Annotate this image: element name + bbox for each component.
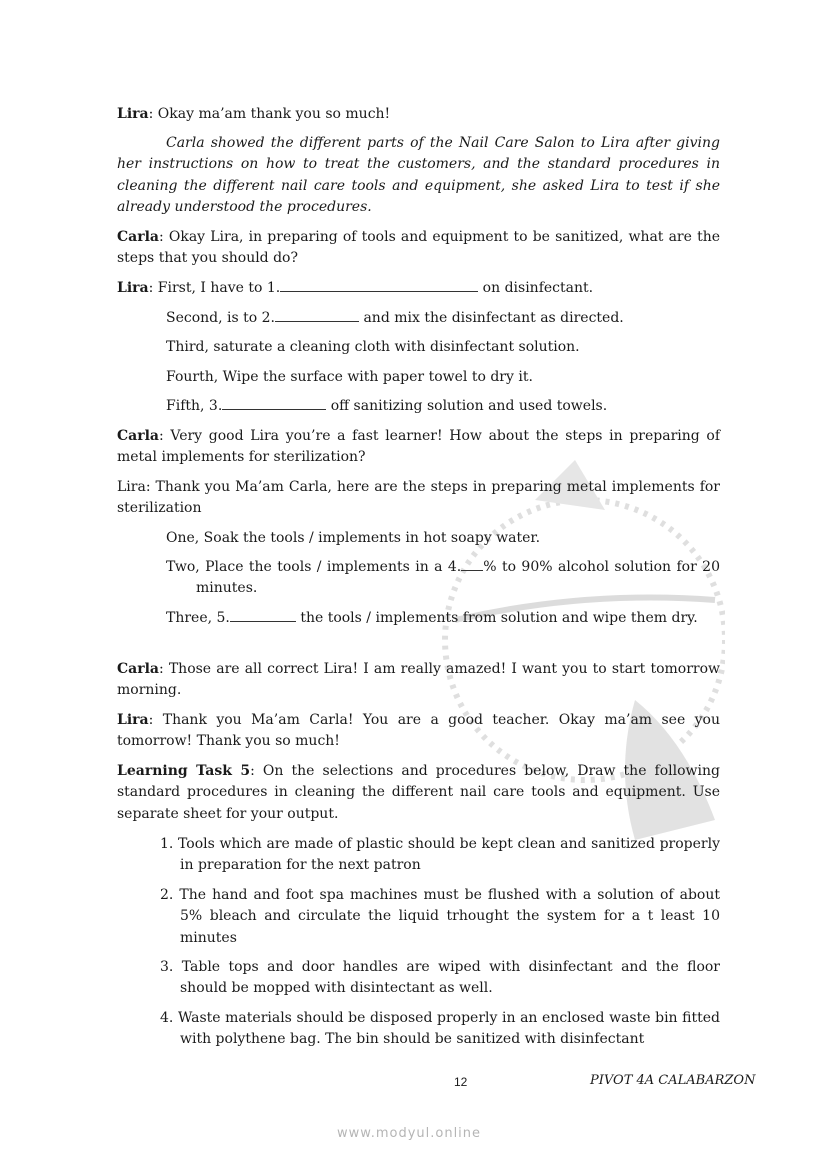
speaker: Lira bbox=[117, 106, 149, 122]
line-text: : Okay ma’am thank you so much! bbox=[148, 106, 391, 122]
blank-5[interactable] bbox=[230, 609, 296, 622]
line-text: : Very good Lira you’re a fast learner! How about the steps in preparing of metal implements for sterilization? bbox=[117, 428, 720, 466]
dialogue-line: Lira: Thank you Ma’am Carla, here are the steps in preparing metal implements for sterilization bbox=[117, 479, 720, 517]
dialogue-line bbox=[117, 227, 720, 270]
line-text: Two, Place the tools / implements in a 4. bbox=[166, 559, 462, 575]
step-three bbox=[166, 608, 720, 629]
line-text: : Those are all correct Lira! I am really amazed! I want you to start tomorrow morning. bbox=[117, 661, 720, 699]
list-item bbox=[160, 885, 720, 949]
item-number: 4. bbox=[160, 1010, 174, 1026]
footer-region: PIVOT 4A CALABARZON bbox=[590, 1073, 756, 1088]
step-one: One, Soak the tools / implements in hot soapy water. bbox=[166, 530, 541, 546]
item-number: 1. bbox=[160, 836, 174, 852]
blank-4[interactable] bbox=[461, 558, 483, 571]
page-number: 12 bbox=[454, 1075, 468, 1089]
item-text: Tools which are made of plastic should be kept clean and sanitized properly in preparation for the next patron bbox=[178, 836, 720, 874]
line-text: on disinfectant. bbox=[478, 280, 594, 296]
dialogue-line bbox=[117, 278, 720, 299]
list-item bbox=[160, 957, 720, 1000]
list-item bbox=[160, 1008, 720, 1051]
item-text: The hand and foot spa machines must be flushed with a solution of about 5% bleach and circulate the liquid trhought the system for a t least 10 minutes bbox=[179, 887, 721, 946]
line-text: : First, I have to 1. bbox=[148, 280, 281, 296]
item-text: Table tops and door handles are wiped with disinfectant and the floor should be mopped with disintectant as well. bbox=[180, 959, 721, 997]
line-text: and mix the disinfectant as directed. bbox=[359, 310, 624, 326]
line-text: off sanitizing solution and used towels. bbox=[326, 398, 608, 414]
line-text: : Okay Lira, in preparing of tools and equipment to be sanitized, what are the steps that you should do? bbox=[117, 229, 720, 267]
dialogue-line bbox=[117, 104, 720, 125]
blank-2[interactable] bbox=[275, 309, 359, 322]
step-two bbox=[166, 557, 720, 600]
step-fourth: Fourth, Wipe the surface with paper towel to dry it. bbox=[166, 369, 533, 385]
line-text: % to 90% alcohol solution for 20 minutes. bbox=[196, 559, 721, 597]
narration: Carla showed the different parts of the Nail Care Salon to Lira after giving her instructions on how to treat the customers, and the standard procedures in cleaning the different nail care tools and equipment, she asked Lira to test if she already understood the procedures. bbox=[117, 135, 720, 215]
dialogue-line bbox=[117, 659, 720, 702]
step-fifth bbox=[166, 396, 720, 417]
speaker: Lira bbox=[117, 280, 149, 296]
item-text: Waste materials should be disposed properly in an enclosed waste bin fitted with polythene bag. The bin should be sanitized with disinfectant bbox=[177, 1010, 720, 1048]
speaker: Lira bbox=[117, 712, 149, 728]
learning-task bbox=[117, 761, 720, 825]
list-item bbox=[160, 834, 720, 877]
speaker: Carla bbox=[117, 661, 159, 677]
speaker: Carla bbox=[117, 428, 159, 444]
blank-3[interactable] bbox=[222, 397, 326, 410]
speaker: Carla bbox=[117, 229, 159, 245]
dialogue-line bbox=[117, 426, 720, 469]
task-text: : On the selections and procedures below, Draw the following standard procedures in cleaning the different nail care tools and equipment. Use separate sheet for your output. bbox=[117, 763, 720, 822]
item-number: 2. bbox=[160, 887, 174, 903]
step-third: Third, saturate a cleaning cloth with disinfectant solution. bbox=[166, 339, 580, 355]
website-watermark: www.modyul.online bbox=[337, 1126, 482, 1141]
line-text: Fifth, 3. bbox=[166, 398, 223, 414]
item-number: 3. bbox=[160, 959, 174, 975]
dialogue-line bbox=[117, 710, 720, 753]
blank-1[interactable] bbox=[280, 279, 478, 292]
line-text: Second, is to 2. bbox=[166, 310, 275, 326]
line-text: Three, 5. bbox=[166, 610, 230, 626]
step-second bbox=[166, 308, 720, 329]
line-text: : Thank you Ma’am Carla! You are a good teacher. Okay ma’am see you tomorrow! Thank you so much! bbox=[117, 712, 720, 750]
line-text: the tools / implements from solution and wipe them dry. bbox=[295, 610, 698, 626]
task-label: Learning Task 5 bbox=[117, 763, 251, 779]
